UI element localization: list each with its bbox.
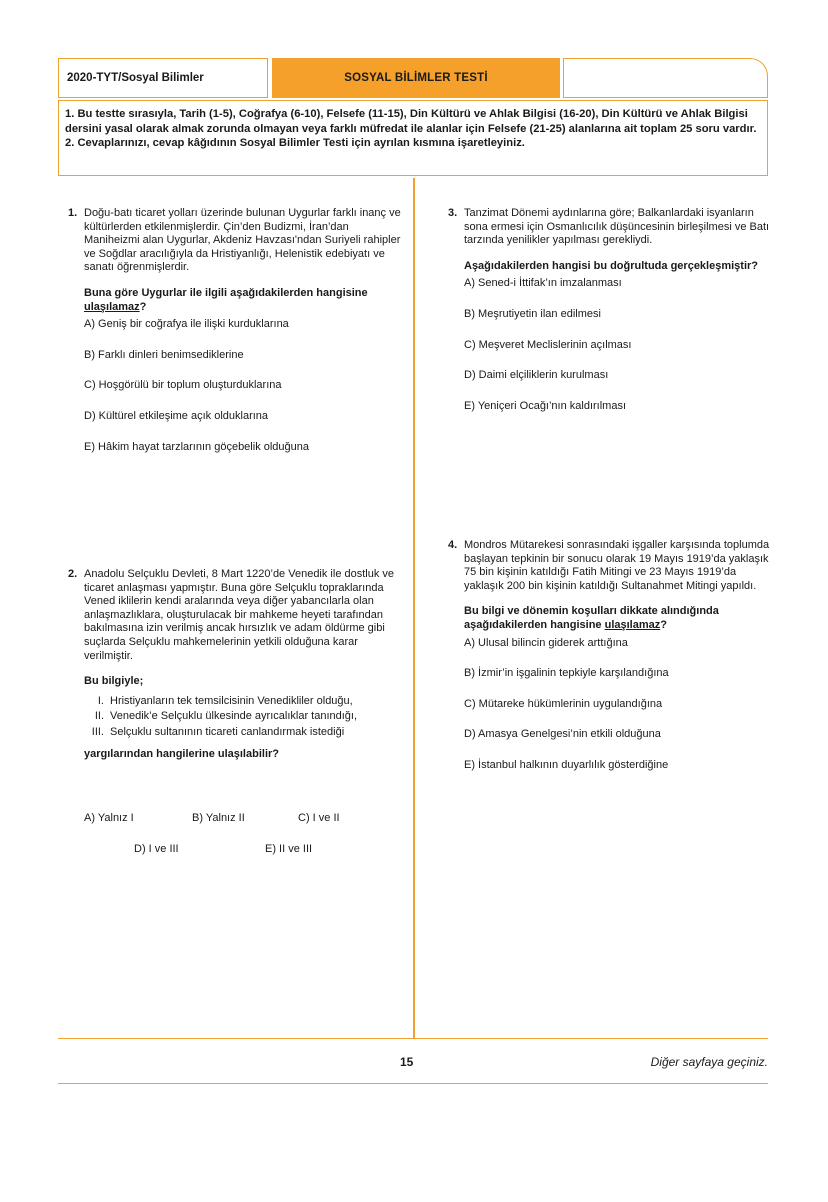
option-e[interactable]: E) Hâkim hayat tarzlarının göçebelik olduğuna [84, 440, 310, 453]
footer-top-rule [58, 1038, 768, 1039]
footer-bottom-rule [58, 1083, 768, 1084]
question-text: Doğu-batı ticaret yolları üzerinde bulunan Uygurlar farklı inanç ve kültürlerden etkilenmişlerdir. Çin’den Budizmi, İran’dan Maniheizmi alan Uygurlar, Akdeniz Havzası'ndan Suriyeli rahipler ve Soğdlar aracılığıyla da Hristiyanlığı, Helenistik edebiyatı ve sanatı öğrenmişlerdir. [84, 207, 401, 274]
option-b[interactable]: B) Farklı dinleri benimsediklerine [84, 348, 244, 361]
question-3 [448, 207, 773, 413]
question-stem: Bu bilgi ve dönemin koşulları dikkate alındığında aşağıdakilerden hangisine ulaşılamaz? [464, 605, 719, 631]
question-text: Mondros Mütarekesi sonrasındaki işgaller karşısında toplumda başlayan tepkinin bir sonucu olarak 19 Mayıs 1919’da yaklaşık 75 bin kişinin katıldığı Fatih Mitingi ve 23 Mayıs 1919’da yaklaşık 200 bin kişinin katıldığı Sultanahmet Mitingi yapıldı. [464, 539, 770, 592]
instruction-2: 2. Cevaplarınızı, cevap kâğıdının Sosyal Bilimler Testi için ayrılan kısmına işaretleyiniz. [65, 137, 525, 150]
option-a[interactable]: A) Sened-i İttifak’ın imzalanması [464, 277, 622, 290]
option-e[interactable]: E) İstanbul halkının duyarlılık gösterdiğine [464, 758, 669, 771]
question-text: Tanzimat Dönemi aydınlarına göre; Balkanlardaki isyanların sona ermesi için Osmanlıcılık düşüncesinin birleşilmesi ve Batı tarzında yenilikler yapılması gerekliydi. [464, 207, 770, 247]
question-number: 4. [448, 539, 458, 551]
page-number: 15 [400, 1055, 414, 1069]
next-page-note: Diğer sayfaya geçiniz. [650, 1055, 768, 1069]
option-a[interactable]: A) Ulusal bilincin giderek arttığına [464, 636, 628, 649]
question-intro: Bu bilgiyle; [84, 675, 144, 688]
option-b[interactable]: B) Meşrutiyetin ilan edilmesi [464, 307, 601, 320]
option-b[interactable]: B) İzmir’in işgalinin tepkiyle karşılandığına [464, 667, 669, 680]
option-c[interactable]: C) I ve II [298, 812, 340, 824]
question-number: 3. [448, 207, 458, 219]
option-a[interactable]: A) Geniş bir coğrafya ile ilişki kurduklarına [84, 318, 289, 331]
header-right-box [563, 58, 768, 98]
question-number: 2. [68, 568, 78, 580]
statement-3: III. Selçuklu sultanının ticareti canlandırmak istediği [91, 725, 345, 738]
question-1 [68, 207, 403, 454]
option-a[interactable]: A) Yalnız I [84, 812, 134, 824]
option-d[interactable]: D) Daimi elçiliklerin kurulması [464, 369, 609, 382]
question-text: Anadolu Selçuklu Devleti, 8 Mart 1220’de Venedik ile dostluk ve ticaret anlaşması yapmıştır. Buna göre Selçuklu topraklarında Vened iklilerin kendi aralarında veya diğer yabancılarla olan anlaşmazlıklara, oluşturulacak bir mahkeme heyeti tarafından bakılmasına izin verilmiş ancak hırsızlık ve adam öldürme gibi suçlarda Selçuklu mahkemelerinin yetkili olduğuna karar verilmiştir. [84, 568, 395, 662]
option-c[interactable]: C) Hoşgörülü bir toplum oluşturduklarına [84, 379, 282, 392]
option-d[interactable]: D) Amasya Genelgesi’nin etkili olduğuna [464, 728, 661, 741]
option-e[interactable]: E) II ve III [265, 843, 313, 855]
question-stem: Aşağıdakilerden hangisi bu doğrultuda gerçekleşmiştir? [464, 259, 759, 272]
option-c[interactable]: C) Mütareke hükümlerinin uygulandığına [464, 697, 663, 710]
option-b[interactable]: B) Yalnız II [192, 812, 245, 824]
statement-list [84, 695, 403, 740]
option-d[interactable]: D) I ve III [134, 843, 179, 855]
column-divider [413, 178, 415, 1038]
statement-2: II. Venedik’e Selçuklu ülkesinde ayrıcalıklar tanındığı, [94, 710, 358, 723]
question-number: 1. [68, 207, 78, 219]
option-e[interactable]: E) Yeniçeri Ocağı’nın kaldırılması [464, 399, 627, 412]
instructions-box [58, 100, 768, 176]
header-test-name: 2020-TYT/Sosyal Bilimler [58, 58, 268, 98]
header-title: SOSYAL BİLİMLER TESTİ [272, 58, 560, 98]
option-c[interactable]: C) Meşveret Meclislerinin açılması [464, 338, 632, 351]
option-d[interactable]: D) Kültürel etkileşime açık olduklarına [84, 409, 269, 422]
statement-1: I. Hristiyanların tek temsilcisinin Venedikliler olduğu, [97, 694, 353, 707]
question-stem: Buna göre Uygurlar ile ilgili aşağıdakilerden hangisine ulaşılamaz? [84, 286, 368, 313]
question-4 [448, 539, 773, 773]
instruction-1: 1. Bu testte sırasıyla, Tarih (1-5), Coğrafya (6-10), Felsefe (11-15), Din Kültürü ve Ahlak Bilgisi (16-20), Din Kültürü ve Ahlak Bilgisi dersini yasal olarak almak zorunda olmayan veya farklı müfredat ile alanlar için Felsefe (21-25) alanlarına ait toplam 25 soru vardır. [65, 108, 757, 135]
question-2 [68, 568, 403, 761]
question-stem: yargılarından hangilerine ulaşılabilir? [84, 747, 279, 760]
